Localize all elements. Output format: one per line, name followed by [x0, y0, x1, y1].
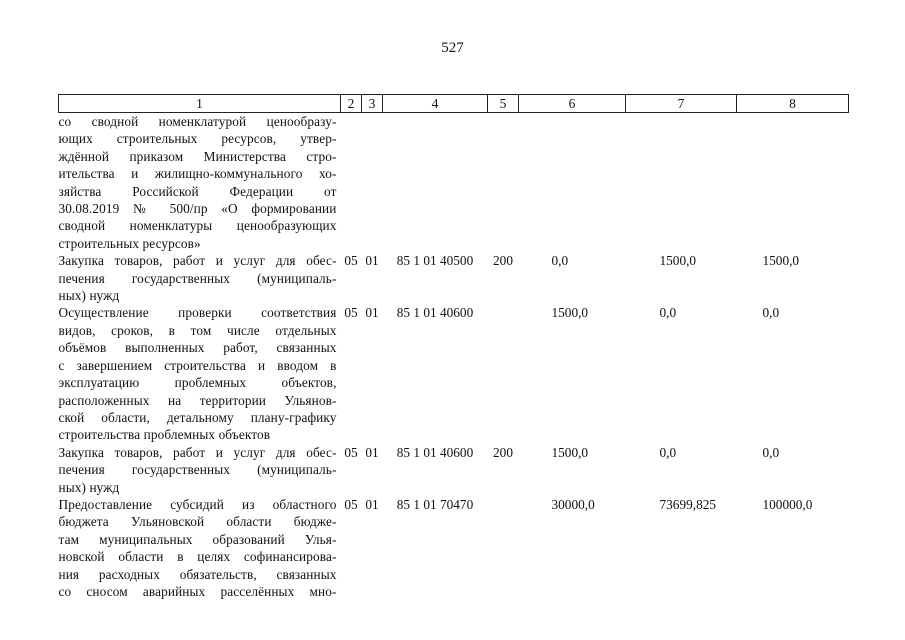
description-line: видов, сроков, в том числе отдельных	[58, 322, 337, 338]
row-description	[59, 113, 341, 253]
cell-subsection	[362, 113, 383, 253]
description-line: Осуществление проверки соответствия	[58, 305, 337, 321]
cell-section	[341, 113, 362, 253]
description-line: Закупка товаров, работ и услуг для обес-	[58, 253, 337, 269]
cell-amount-7	[626, 113, 737, 253]
description-line: ждённой приказом Министерства стро-	[58, 148, 337, 164]
description-line: расположенных на территории Ульянов-	[58, 392, 337, 408]
table-row	[59, 304, 849, 443]
table-row	[59, 113, 849, 253]
description-line: ния расходных обязательств, связанных	[58, 566, 337, 582]
col-header-4: 4	[383, 95, 488, 113]
col-header-5: 5	[488, 95, 519, 113]
cell-amount-7: 1500,0	[659, 253, 697, 269]
col-header-8: 8	[737, 95, 849, 113]
header-row	[59, 95, 849, 113]
description-line: строительных ресурсов»	[58, 235, 201, 251]
cell-section: 05	[344, 496, 358, 512]
cell-subsection: 01	[365, 496, 379, 512]
cell-amount-8: 0,0	[762, 305, 780, 321]
col-header-1: 1	[59, 95, 341, 113]
cell-amount-6: 0,0	[551, 253, 569, 269]
description-line: ных) нужд	[58, 288, 120, 304]
description-line: Закупка товаров, работ и услуг для обес-	[58, 444, 337, 460]
description-line: строительства проблемных объектов	[58, 427, 271, 443]
table-row	[59, 496, 849, 600]
cell-amount-7: 0,0	[659, 305, 677, 321]
cell-subsection: 01	[365, 305, 379, 321]
cell-amount-8	[737, 113, 849, 253]
cell-subsection: 01	[365, 253, 379, 269]
page-number: 527	[441, 40, 464, 56]
description-line: ющих строительных ресурсов, утвер-	[58, 131, 337, 147]
description-line: объёмов выполненных работ, связанных	[58, 340, 337, 356]
description-line: со сносом аварийных расселённых мно-	[58, 583, 337, 599]
row-description	[59, 304, 341, 443]
cell-expense-type	[488, 113, 519, 253]
description-line: новской области в целях софинансирова-	[58, 549, 337, 565]
description-line: печения государственных (муниципаль-	[58, 462, 337, 478]
cell-amount-6: 1500,0	[551, 305, 589, 321]
col-header-2: 2	[341, 95, 362, 113]
col-header-3: 3	[362, 95, 383, 113]
cell-amount-8: 1500,0	[762, 253, 800, 269]
col-header-7: 7	[626, 95, 737, 113]
cell-amount-6: 1500,0	[551, 444, 589, 460]
description-line: Предоставление субсидий из областного	[58, 496, 337, 512]
cell-target-article: 85 1 01 70470	[396, 496, 474, 512]
description-line: со сводной номенклатурой ценообразу-	[58, 114, 337, 129]
cell-section: 05	[344, 444, 358, 460]
cell-section: 05	[344, 305, 358, 321]
cell-target-article: 85 1 01 40600	[396, 444, 474, 460]
cell-subsection: 01	[365, 444, 379, 460]
description-line: ных) нужд	[58, 479, 120, 495]
description-line: ительства и жилищно-коммунального хо-	[58, 166, 337, 182]
cell-amount-8: 0,0	[762, 444, 780, 460]
description-line: эксплуатацию проблемных объектов,	[58, 375, 337, 391]
cell-section: 05	[344, 253, 358, 269]
cell-expense-type	[488, 304, 519, 443]
cell-expense-type: 200	[493, 253, 513, 269]
col-header-6: 6	[519, 95, 626, 113]
table-row	[59, 252, 849, 304]
cell-expense-type	[488, 496, 519, 600]
description-line: с завершением строительства и вводом в	[58, 357, 337, 373]
cell-target-article: 85 1 01 40600	[396, 305, 474, 321]
table-row	[59, 444, 849, 496]
cell-amount-7: 73699,825	[659, 496, 717, 512]
cell-amount-8: 100000,0	[762, 496, 813, 512]
row-description	[59, 444, 341, 496]
cell-amount-7: 0,0	[659, 444, 677, 460]
description-line: 30.08.2019 № 500/пр «О формировании	[58, 201, 337, 217]
cell-expense-type: 200	[493, 444, 513, 460]
description-line: ской области, детальному плану-графику	[58, 409, 337, 425]
cell-target-article: 85 1 01 40500	[396, 253, 474, 269]
description-line: сводной номенклатуры ценообразующих	[58, 218, 337, 234]
description-line: там муниципальных образований Улья-	[58, 531, 337, 547]
cell-target-article	[383, 113, 488, 253]
description-line: зяйства Российской Федерации от	[58, 183, 337, 199]
cell-amount-6	[519, 113, 626, 253]
budget-table	[58, 94, 849, 600]
cell-amount-6: 30000,0	[551, 496, 595, 512]
row-description	[59, 496, 341, 600]
description-line: печения государственных (муниципаль-	[58, 270, 337, 286]
row-description	[59, 252, 341, 304]
description-line: бюджета Ульяновской области бюдже-	[58, 514, 337, 530]
